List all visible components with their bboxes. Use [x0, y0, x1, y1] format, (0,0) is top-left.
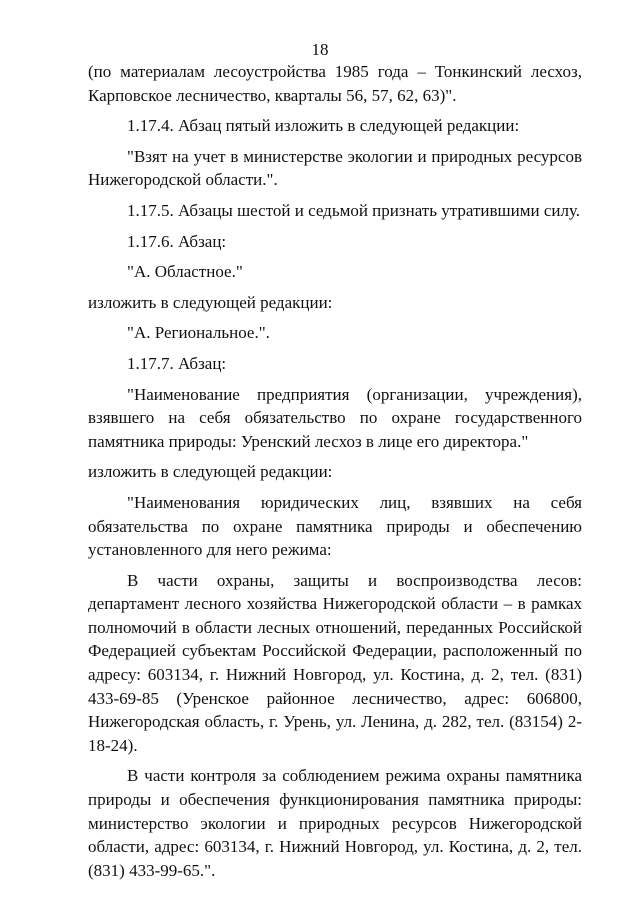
paragraph: 1.17.5. Абзацы шестой и седьмой признать утратившими силу.	[127, 200, 580, 220]
paragraph: 1.17.6. Абзац:	[127, 231, 227, 251]
document-body	[88, 60, 582, 889]
paragraph: В части контроля за соблюдением режима охраны памятника природы и обеспечения функционирования памятника природы: министерство экологии и природных ресурсов Нижегородской области, адрес: 603134, г. Нижний Новгород, ул. Костина, д. 2, тел. (831) 433-99-65.".	[88, 766, 582, 880]
paragraph: 1.17.4. Абзац пятый изложить в следующей редакции:	[127, 116, 520, 136]
paragraph: В части охраны, защиты и воспроизводства лесов: департамент лесного хозяйства Нижегородской области – в рамках полномочий в области лесных отношений, переданных Российской Федерацией субъектам Российской Федерации, расположенный по адресу: 603134, г. Нижний Новгород, ул. Костина, д. 2, тел. (831) 433-69-85 (Уренское районное лесничество, адрес: 606800, Нижегородская область, г. Урень, ул. Ленина, д. 282, тел. (83154) 2-18-24).	[88, 570, 582, 755]
paragraph: "А. Областное."	[127, 262, 243, 282]
paragraph: "А. Региональное.".	[127, 323, 270, 343]
paragraph: "Взят на учет в министерстве экологии и природных ресурсов Нижегородской области.".	[88, 146, 582, 190]
paragraph: "Наименование предприятия (организации, учреждения), взявшего на себя обязательство по охране государственного памятника природы: Уренский лесхоз в лице его директора."	[88, 384, 582, 451]
paragraph: "Наименования юридических лиц, взявших на себя обязательства по охране памятника природы и обеспечению установленного для него режима:	[88, 492, 582, 560]
paragraph: 1.17.7. Абзац:	[127, 353, 227, 373]
paragraph: изложить в следующей редакции:	[88, 292, 333, 312]
paragraph: изложить в следующей редакции:	[88, 462, 333, 482]
page-number: 18	[311, 40, 329, 59]
paragraph: (по материалам лесоустройства 1985 года – Тонкинский лесхоз, Карповское лесничество, кварталы 56, 57, 62, 63)".	[88, 62, 582, 105]
